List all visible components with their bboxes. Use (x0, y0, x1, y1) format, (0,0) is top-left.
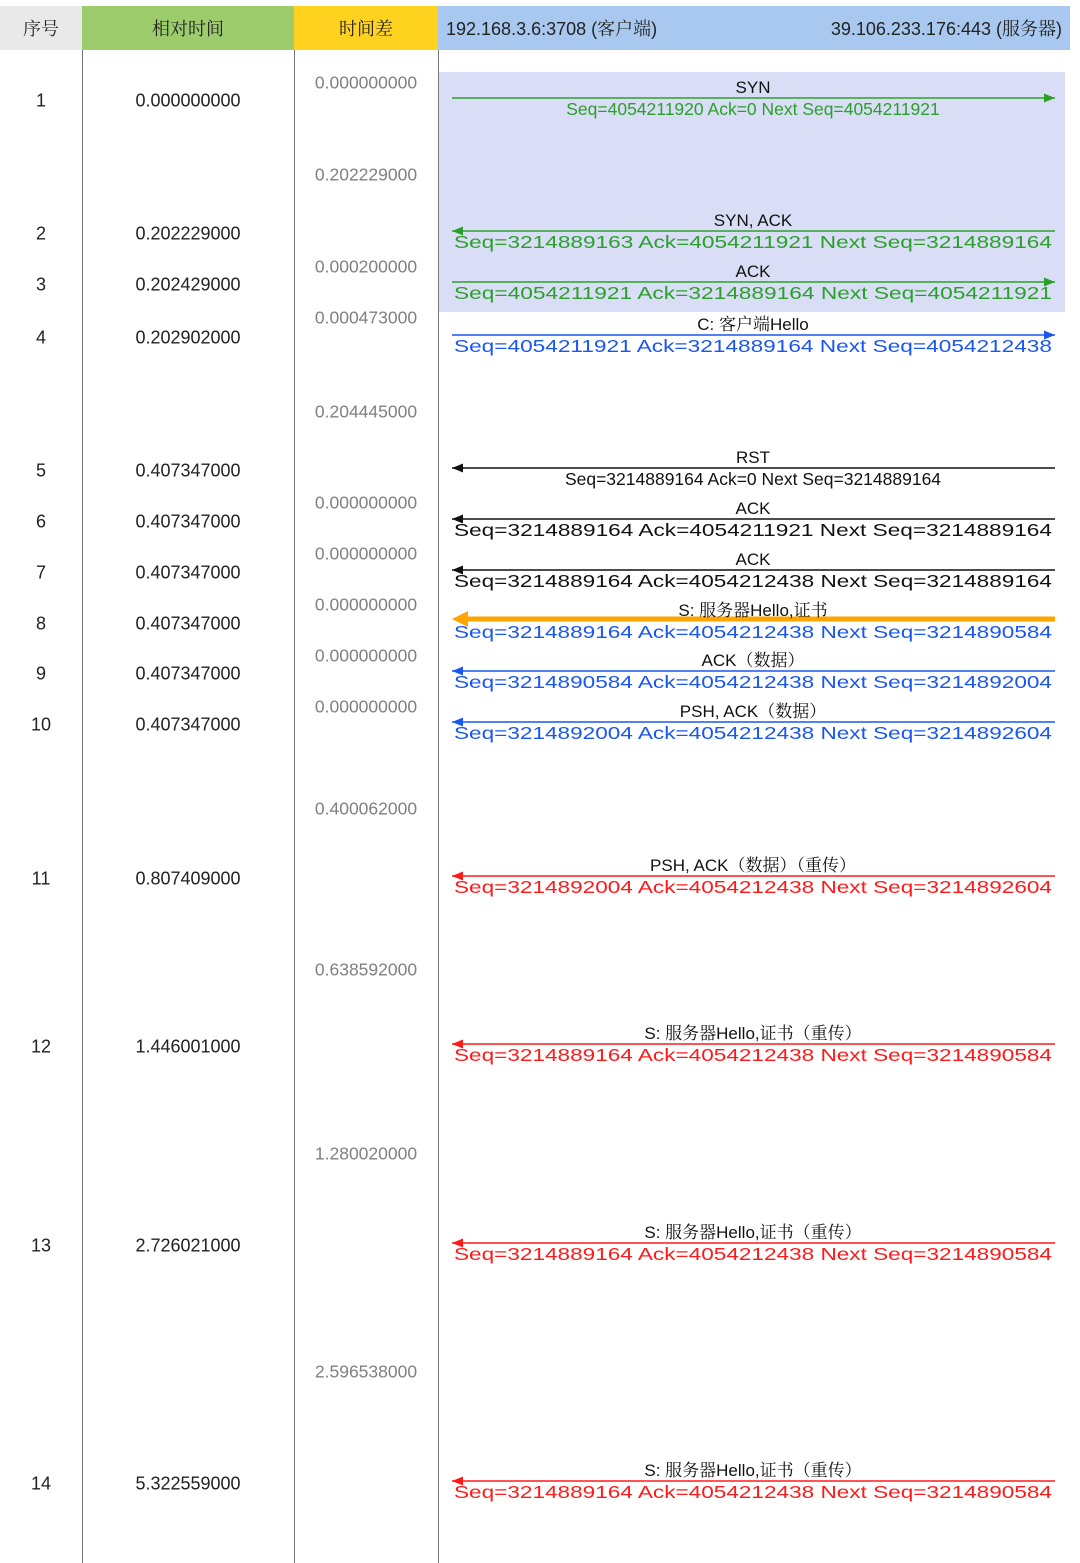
packet-relative-time: 5.322559000 (135, 1473, 241, 1494)
time-diff-value: 0.000000000 (314, 72, 418, 93)
packet-label: S: 服务器Hello,证书 (678, 601, 828, 620)
packet-arrow (452, 601, 1055, 642)
packet-detail: Seq=3214889164 Ack=4054212438 Next Seq=3214890584 (454, 622, 1053, 642)
packet-relative-time: 0.202229000 (135, 223, 241, 244)
packet-detail: Seq=3214889164 Ack=4054211921 Next Seq=3214889164 (454, 520, 1053, 540)
packet-relative-time: 0.407347000 (135, 511, 241, 532)
packet-arrow (452, 78, 1055, 119)
packet-label: ACK（数据） (701, 651, 805, 670)
packet-number: 1 (35, 90, 46, 111)
time-diff-value: 0.000000000 (314, 645, 418, 666)
packet-number: 7 (35, 562, 46, 583)
packet-label: S: 服务器Hello,证书（重传） (644, 1024, 862, 1043)
packet-number: 2 (35, 223, 46, 244)
packet-arrow (452, 499, 1055, 540)
arrow-head (1044, 94, 1055, 103)
packet-number: 9 (35, 663, 46, 684)
packet-number: 6 (35, 511, 46, 532)
packet-relative-time: 0.407347000 (135, 714, 241, 735)
client-endpoint-label: 192.168.3.6:3708 (客户端) (446, 19, 658, 39)
time-diff-value: 0.000000000 (314, 696, 418, 717)
packet-label: ACK (735, 499, 771, 518)
packet-detail: Seq=4054211921 Ack=3214889164 Next Seq=4054211921 (454, 283, 1052, 303)
time-diff-value: 0.000000000 (314, 543, 418, 564)
packet-number: 5 (35, 460, 46, 481)
packet-relative-time: 2.726021000 (135, 1235, 241, 1256)
packet-detail: Seq=3214889164 Ack=4054212438 Next Seq=3214890584 (454, 1482, 1053, 1502)
time-diff-value: 0.400062000 (314, 798, 418, 819)
time-diff-value: 0.000200000 (314, 256, 418, 277)
packet-detail: Seq=3214889163 Ack=4054211921 Next Seq=3214889164 (454, 232, 1053, 252)
packet-label: ACK (735, 550, 771, 569)
packet-arrow (452, 1024, 1055, 1065)
packet-detail: Seq=3214889164 Ack=4054212438 Next Seq=3214890584 (454, 1045, 1053, 1065)
packet-relative-time: 0.202902000 (135, 327, 241, 348)
packet-number: 3 (35, 274, 46, 295)
packet-relative-time: 0.000000000 (135, 90, 241, 111)
packet-relative-time: 0.407347000 (135, 460, 241, 481)
packet-label: PSH, ACK（数据） (679, 702, 827, 721)
packet-detail: Seq=4054211920 Ack=0 Next Seq=4054211921 (566, 99, 940, 119)
packet-label: SYN (735, 78, 771, 97)
time-diff-value: 0.638592000 (314, 959, 418, 980)
packet-label: PSH, ACK（数据）（重传） (650, 856, 856, 875)
time-diff-value: 0.204445000 (314, 401, 418, 422)
packet-number: 4 (35, 327, 46, 348)
packet-detail: Seq=4054211921 Ack=3214889164 Next Seq=4054212438 (454, 336, 1052, 356)
packet-arrow (452, 315, 1055, 356)
time-diff-value: 1.280020000 (314, 1143, 418, 1164)
packet-relative-time: 0.407347000 (135, 562, 241, 583)
packet-label: S: 服务器Hello,证书（重传） (644, 1223, 862, 1242)
packet-detail: Seq=3214892004 Ack=4054212438 Next Seq=3214892604 (454, 877, 1053, 897)
header-time-diff-label: 时间差 (339, 19, 393, 39)
packet-relative-time: 0.202429000 (135, 274, 241, 295)
packet-number: 13 (30, 1235, 52, 1256)
packet-arrow (452, 856, 1055, 897)
packet-label: S: 服务器Hello,证书（重传） (644, 1461, 862, 1480)
time-diff-value: 0.000473000 (314, 307, 418, 328)
packet-arrow (452, 1461, 1055, 1502)
header-relative-time-label: 相对时间 (152, 19, 224, 39)
time-diff-value: 2.596538000 (314, 1361, 418, 1382)
packet-number: 12 (30, 1036, 52, 1057)
packet-arrow (452, 651, 1055, 692)
packet-relative-time: 0.407347000 (135, 663, 241, 684)
packet-relative-time: 0.807409000 (135, 868, 241, 889)
packet-number: 11 (31, 868, 51, 889)
packet-label: ACK (735, 262, 771, 281)
time-diff-value: 0.202229000 (314, 164, 418, 185)
server-endpoint-label: 39.106.233.176:443 (服务器) (830, 19, 1062, 39)
packet-arrow (452, 702, 1055, 743)
packet-detail: Seq=3214889164 Ack=4054212438 Next Seq=3214889164 (454, 571, 1053, 591)
arrow-head (452, 464, 463, 473)
packet-relative-time: 1.446001000 (135, 1036, 241, 1057)
packet-detail: Seq=3214889164 Ack=0 Next Seq=3214889164 (564, 469, 942, 489)
packet-detail: Seq=3214889164 Ack=4054212438 Next Seq=3214890584 (454, 1244, 1053, 1264)
packet-detail: Seq=3214892004 Ack=4054212438 Next Seq=3214892604 (454, 723, 1053, 743)
packet-label: SYN, ACK (713, 211, 793, 230)
packet-arrow (452, 211, 1055, 252)
packet-arrow (452, 448, 1055, 489)
packet-label: C: 客户端Hello (697, 315, 809, 334)
packet-arrow (452, 262, 1055, 303)
header-seq-label: 序号 (23, 19, 59, 39)
packet-number: 14 (30, 1473, 52, 1494)
packet-number: 10 (30, 714, 52, 735)
packet-number: 8 (35, 613, 46, 634)
packet-detail: Seq=3214890584 Ack=4054212438 Next Seq=3214892004 (454, 672, 1053, 692)
time-diff-value: 0.000000000 (314, 594, 418, 615)
packet-relative-time: 0.407347000 (135, 613, 241, 634)
packet-arrow (452, 550, 1055, 591)
packet-arrow (452, 1223, 1055, 1264)
time-diff-value: 0.000000000 (314, 492, 418, 513)
packet-label: RST (736, 448, 770, 467)
